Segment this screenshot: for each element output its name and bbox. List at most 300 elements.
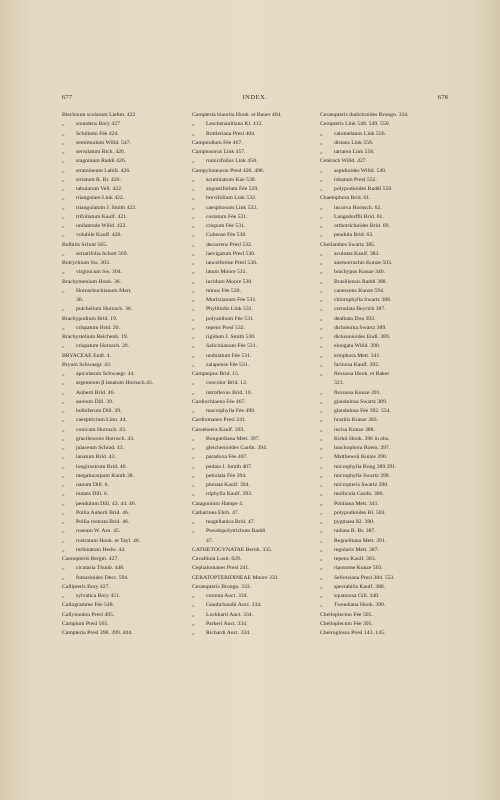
ditto-mark: „: [62, 445, 65, 451]
ditto-mark: „: [192, 232, 195, 239]
index-entry: [192, 342, 312, 351]
index-entry-text: nutans Dill. 6.: [76, 491, 109, 498]
index-entry-text: farinosa Kaulf. 392.: [334, 361, 380, 368]
index-entry: [192, 592, 312, 601]
index-entry: [320, 167, 450, 176]
index-entry: [320, 574, 450, 583]
ditto-mark: „: [62, 528, 65, 535]
index-entry-text: conicum Hornsch. 43.: [76, 426, 127, 433]
index-entry-text: polyanthum Fée 531.: [206, 315, 255, 322]
ditto-mark: „: [320, 389, 323, 396]
index-entry-text: Campyloneuron Presl 426. 498.: [192, 167, 265, 174]
index-entry-text: Callogramme Fée 548.: [62, 602, 114, 609]
index-entry: [320, 379, 450, 388]
index-entry-text: Phyllitidis Link 531.: [206, 306, 253, 313]
index-entry: [62, 157, 182, 166]
ditto-mark: „: [62, 176, 65, 183]
index-entry-text: triangulare Link 422.: [76, 195, 125, 202]
index-entry-text: crenulata Beyrich 387.: [334, 306, 386, 313]
index-entry: [320, 278, 450, 287]
index-entry: [62, 352, 182, 361]
index-entry-text: gleichenioides Gardn. 394.: [206, 445, 268, 451]
index-entry: [62, 601, 182, 610]
index-entry: [320, 527, 450, 536]
index-entry-text: lonchophora Roem. 397.: [334, 445, 391, 451]
index-column-3: [320, 111, 450, 638]
index-entry-text: incisa Kunze 388.: [334, 426, 375, 433]
index-entry-text: Cassebeera Kaulf. 393.: [192, 426, 245, 433]
ditto-mark: „: [62, 389, 65, 396]
index-entry-text: cicutaria Thunb. 448.: [76, 565, 125, 572]
ditto-mark: „: [320, 537, 323, 544]
index-entry-text: Brachymenium Hook. 36.: [62, 278, 122, 285]
index-entry-text: Cardiomanes Presl 241.: [192, 417, 247, 424]
index-entry: [62, 583, 182, 592]
ditto-mark: „: [320, 463, 323, 470]
index-entry-text: volubile Kaulf. 426.: [76, 232, 122, 239]
ditto-mark: „: [62, 213, 65, 220]
ditto-mark: „: [320, 343, 323, 350]
index-entry-text: Cheiloplecton Fée 505.: [320, 611, 373, 618]
ditto-mark: „: [320, 278, 323, 285]
ditto-mark: „: [320, 139, 323, 146]
index-entry: [192, 241, 312, 250]
ditto-mark: „: [320, 408, 323, 414]
index-entry-text: Rottleriana Presl 404.: [206, 130, 256, 137]
index-entry: [192, 315, 312, 324]
index-entry: [62, 342, 182, 351]
index-entry-text: crispatum Hornsch. 20.: [76, 343, 130, 350]
index-entry: [192, 139, 312, 148]
index-entry: [62, 305, 182, 314]
ditto-mark: „: [320, 398, 323, 405]
ditto-mark: „: [320, 176, 323, 183]
index-entry-text: turbinatum Hedw. 44.: [76, 546, 126, 553]
index-entry: [320, 601, 450, 610]
index-entry: [62, 592, 182, 601]
index-entry: [192, 176, 312, 185]
index-entry: [320, 194, 450, 203]
index-entry-text: acuminatum Kze 530.: [206, 176, 257, 183]
index-entry-text: anemorrachis Kunze 503.: [334, 260, 393, 266]
index-entry: [62, 361, 182, 370]
ditto-mark: „: [320, 546, 323, 553]
ditto-mark: „: [192, 297, 195, 303]
index-entry: [62, 416, 182, 425]
index-entry: [320, 629, 450, 638]
index-entry-text: glandulosa Swartz 389.: [334, 398, 388, 405]
ditto-mark: „: [62, 435, 65, 442]
index-entry-text: squamosa Gill. 340.: [334, 593, 380, 599]
ditto-mark: „: [320, 186, 323, 192]
ditto-mark: „: [62, 306, 65, 313]
index-entry: [320, 148, 450, 157]
index-entry-text: Auberti Brid. 46.: [76, 389, 115, 396]
ditto-mark: „: [320, 565, 323, 572]
index-entry-text: flexuosa Kunze 391.: [334, 389, 381, 396]
index-entry-text: glandulosa Fée 392. 554.: [334, 408, 392, 414]
ditto-mark: „: [320, 472, 323, 479]
index-entry-text: Ceropteris Link 548. 549. 550.: [320, 121, 390, 128]
index-entry-text: costatum Fée 531.: [206, 213, 248, 220]
ditto-mark: „: [320, 491, 323, 498]
index-entry: [320, 324, 450, 333]
index-entry-text: BRYACEAE Endl. 4.: [62, 352, 111, 359]
index-entry-text: striatum R. Br. 426.: [76, 176, 121, 183]
index-entry: [62, 167, 182, 176]
index-entry: [192, 398, 312, 407]
ditto-mark: „: [192, 306, 195, 313]
index-entry-text: Ceratopteris thalictroides Brongn. 334.: [320, 112, 409, 118]
ditto-mark: „: [192, 593, 195, 599]
index-entry: [320, 296, 450, 305]
ditto-mark: „: [320, 556, 323, 562]
ditto-mark: „: [320, 371, 323, 377]
ditto-mark: „: [320, 334, 323, 340]
ditto-mark: „: [62, 546, 65, 553]
index-entry-text: triangulatum J. Smith 422.: [76, 204, 137, 211]
index-entry: [192, 296, 312, 305]
ditto-mark: „: [192, 620, 195, 627]
index-entry-text: Lockharti Auct. 334.: [206, 611, 254, 618]
index-entry-text: sylvatica Bory 451.: [76, 593, 121, 599]
index-entry-text: Kirkii Hook. 396 in obs.: [334, 435, 390, 442]
index-entry: [62, 509, 182, 518]
page-title: INDEX.: [242, 94, 268, 101]
index-entry: [192, 305, 312, 314]
index-entry: [192, 527, 312, 536]
index-entry: [62, 379, 182, 388]
index-entry-text: paradoxa Fée 407.: [206, 454, 248, 461]
index-entry-text: elongata Willd. 390.: [334, 343, 381, 350]
index-entry: [192, 278, 312, 287]
index-entry: [192, 185, 312, 194]
ditto-mark: „: [62, 343, 65, 350]
ditto-mark: „: [62, 593, 65, 599]
index-entry: [192, 546, 312, 555]
index-entry-text: Catharinea Ehrh. 47.: [192, 509, 240, 516]
index-entry-text: Pseudopolytrichum Raddi: [206, 528, 266, 535]
ditto-mark: „: [320, 482, 323, 488]
index-entry: [192, 472, 312, 481]
index-entry: [62, 176, 182, 185]
index-entry-text: Pohliana Mett. 341.: [334, 500, 379, 507]
ditto-mark: „: [320, 435, 323, 442]
index-entry-text: dealbata Don 392.: [334, 315, 376, 322]
index-entry: [192, 148, 312, 157]
ditto-mark: „: [62, 130, 65, 137]
index-entry-text: Botrychium Sw. 303.: [62, 260, 111, 266]
index-entry-text: Campteria biaurita Hook. et Bauer 404.: [192, 112, 282, 118]
index-entry-text: lucidum Moore 530.: [206, 278, 253, 285]
ditto-mark: „: [192, 158, 195, 165]
index-entry: [192, 611, 312, 620]
index-entry-text: pulchellum Hornsch. 36.: [76, 306, 133, 313]
index-entry: [320, 333, 450, 342]
index-entry-text: Chaetophora Brid. 61.: [320, 195, 371, 202]
index-entry-text: Cheiroglossa Presl 143. 145.: [320, 630, 386, 636]
index-entry-text: serratifolia Schott 569.: [76, 250, 128, 257]
index-entry: [62, 185, 182, 194]
ditto-mark: „: [320, 167, 323, 174]
index-entry: [192, 120, 312, 129]
index-entry: [320, 389, 450, 398]
index-entry-text: pendula Brid. 63.: [334, 232, 374, 239]
index-entry-text: distans Link 556.: [334, 139, 374, 146]
ditto-mark: „: [62, 167, 65, 174]
ditto-mark: „: [62, 519, 65, 525]
index-entry: [320, 139, 450, 148]
index-entry-text: incurva Hornsch. 62.: [334, 204, 382, 211]
ditto-mark: „: [320, 426, 323, 433]
index-entry: [62, 537, 182, 546]
index-entry-text: Campteria Presl 398. 399. 404.: [62, 630, 133, 636]
index-entry-text: 47.: [206, 537, 214, 544]
index-entry: [192, 268, 312, 277]
index-entry: [62, 490, 182, 499]
index-entry: [320, 157, 450, 166]
ditto-mark: „: [192, 176, 195, 183]
ditto-mark: „: [192, 389, 195, 396]
index-entry: [320, 259, 450, 268]
ditto-mark: „: [192, 241, 195, 248]
index-entry: [320, 407, 450, 416]
index-entry-text: Regnelliana Mett. 391.: [334, 537, 387, 544]
ditto-mark: „: [62, 500, 65, 507]
ditto-mark: „: [192, 130, 195, 137]
index-entry-text: soundens Bory 427: [76, 121, 120, 128]
index-entry: [62, 574, 182, 583]
index-entry: [192, 167, 312, 176]
index-entry: [192, 287, 312, 296]
index-entry-text: pendulum Dill. 43. 44. 46.: [76, 500, 137, 507]
ditto-mark: „: [192, 630, 195, 636]
index-entry-text: gracilescens Hornsch. 43.: [76, 435, 135, 442]
index-entry: [320, 287, 450, 296]
ditto-mark: „: [192, 213, 195, 220]
index-entry-text: triphylla Kaulf. 393.: [206, 491, 253, 498]
index-entry-text: tabularum Vell. 422.: [76, 186, 123, 192]
index-entry: [320, 444, 450, 453]
index-entry-text: Bryum Schwaegr. 43.: [62, 361, 112, 368]
index-entry: [62, 333, 182, 342]
index-entry-text: decurrens Presl 532.: [206, 241, 253, 248]
index-entry: [320, 500, 450, 509]
index-entry-text: Campium Presl 565.: [62, 620, 109, 627]
index-entry: [62, 463, 182, 472]
index-entry: [320, 435, 450, 444]
index-entry-text: unilaterale Willd. 422.: [76, 223, 127, 229]
ditto-mark: „: [320, 602, 323, 609]
index-entry: [192, 509, 312, 518]
index-entry-text: Camptopus Brid. 15.: [192, 371, 240, 377]
index-entry-text: introflexus Brid. 16.: [206, 389, 253, 396]
index-entry-text: Caenopteris Bergm. 427.: [62, 556, 119, 562]
index-entry: [320, 120, 450, 129]
index-entry: [62, 472, 182, 481]
index-entry: [320, 490, 450, 499]
index-entry: [192, 157, 312, 166]
index-entry: [192, 389, 312, 398]
ditto-mark: „: [192, 445, 195, 451]
index-column-1: [62, 111, 182, 638]
index-entry: [62, 481, 182, 490]
index-entry: [192, 500, 312, 509]
index-entry: [320, 481, 450, 490]
ditto-mark: „: [192, 278, 195, 285]
right-page-number: 678: [437, 94, 448, 101]
ditto-mark: „: [62, 149, 65, 155]
index-entry-text: polypodioides Bl. 503.: [334, 509, 386, 516]
ditto-mark: „: [62, 371, 65, 377]
index-entry-text: polypodioides Raddi 550.: [334, 186, 393, 192]
ditto-mark: „: [320, 361, 323, 368]
ditto-mark: „: [192, 491, 195, 498]
index-entry: [62, 194, 182, 203]
index-entry: [192, 426, 312, 435]
index-entry: [62, 213, 182, 222]
index-entry: [192, 259, 312, 268]
index-entry-text: chlorophylla Swartz 388.: [334, 297, 392, 303]
index-entry: [192, 564, 312, 573]
index-entry-text: regularis Mett. 387.: [334, 546, 379, 553]
ditto-mark: „: [192, 250, 195, 257]
index-entry: [62, 120, 182, 129]
ditto-mark: „: [192, 463, 195, 470]
index-entry: [62, 324, 182, 333]
index-entry: [62, 555, 182, 564]
index-entry-text: crispum Fée 531.: [206, 223, 246, 229]
index-entry: [320, 231, 450, 240]
index-entry-text: trifoliatum Kaulf. 421.: [76, 213, 128, 220]
index-entry-text: bulbiferum Dill. 39.: [76, 408, 122, 414]
index-entry-text: lanceiforme Presl 530.: [206, 260, 258, 266]
index-entry: [192, 370, 312, 379]
ditto-mark: „: [62, 482, 65, 488]
index-entry: [320, 204, 450, 213]
ditto-mark: „: [320, 149, 323, 155]
index-entry-text: rigidum J. Smith 530.: [206, 334, 256, 340]
index-entry-text: caespitosum Link 532.: [206, 204, 258, 211]
index-entry: [62, 629, 182, 638]
index-entry-text: Cardiochlaena Fée 467.: [192, 398, 246, 405]
ditto-mark: „: [62, 287, 65, 294]
index-entry: [62, 564, 182, 573]
ditto-mark: „: [320, 232, 323, 239]
index-entry-text: radiata R. Br. 387.: [334, 528, 376, 535]
index-entry-text: micropteris Swartz 390.: [334, 482, 389, 488]
index-entry-text: Brachypodium Brid. 19.: [62, 315, 118, 322]
index-entry: [320, 370, 450, 379]
index-entry-text: Cheiloplecton Fée 395.: [320, 620, 373, 627]
index-entry: [192, 361, 312, 370]
index-entry: [62, 259, 182, 268]
index-entry-text: caespiticium Linn. 44.: [76, 417, 127, 424]
index-entry-text: Parkeri Auct. 334.: [206, 620, 248, 627]
index-entry: [320, 472, 450, 481]
index-entry-text: virginicum Sw. 304.: [76, 269, 122, 276]
index-entry-text: Brachystelium Reichenb. 19.: [62, 334, 129, 340]
index-entry-text: microphylla Bong 389.391.: [334, 463, 397, 470]
index-entry-text: julaceum Schrad. 43.: [76, 445, 125, 451]
ditto-mark: „: [62, 324, 65, 331]
ditto-mark: „: [192, 611, 195, 618]
index-entry-text: Camptosorus Link 457.: [192, 149, 246, 155]
index-entry-text: repens Kaulf. 383.: [334, 556, 377, 562]
ditto-mark: „: [62, 158, 65, 165]
index-entry-text: argenteum β lanatum Hornsch.43.: [76, 380, 154, 387]
index-entry: [62, 370, 182, 379]
index-entry-text: fumarioides Desv. 594.: [76, 574, 129, 581]
ditto-mark: „: [62, 398, 65, 405]
index-entry: [192, 490, 312, 499]
index-entry-text: Callymodon Presl 495.: [62, 611, 115, 618]
index-entry-text: hostilis Kunze 383.: [334, 417, 379, 424]
ditto-mark: „: [192, 352, 195, 359]
ditto-mark: „: [320, 500, 323, 507]
index-entry: [192, 213, 312, 222]
index-entry: [62, 287, 182, 296]
index-entry-text: aculeata Kaulf. 383.: [334, 250, 380, 257]
index-entry-text: Callipteris Bory 427.: [62, 583, 110, 590]
index-entry-text: riposome Kunze 503.: [334, 565, 383, 572]
page-header: [62, 94, 448, 106]
index-entry: [320, 176, 450, 185]
index-entry: [62, 231, 182, 240]
index-entry: [62, 222, 182, 231]
ditto-mark: „: [320, 324, 323, 331]
index-entry-text: angustifolium Fée 529.: [206, 186, 259, 192]
index-entry-text: Blechnum scolarum Liebm. 422: [62, 112, 136, 118]
index-entry: [62, 315, 182, 324]
index-entry: [320, 222, 450, 231]
ditto-mark: „: [192, 315, 195, 322]
index-entry: [320, 305, 450, 314]
index-entry: [320, 111, 450, 120]
index-entry: [320, 185, 450, 194]
ditto-mark: „: [320, 417, 323, 424]
index-entry: [62, 518, 182, 527]
index-entry: [192, 407, 312, 416]
ditto-mark: „: [62, 269, 65, 276]
index-entry: [320, 130, 450, 139]
index-entry-text: brevifolium Link 532.: [206, 195, 257, 202]
index-entry-text: stagninum Raddi 426.: [76, 158, 127, 165]
index-entry: [320, 453, 450, 462]
index-entry-text: Cavallinia Lusit. 629.: [192, 556, 242, 562]
index-entry-text: rumicifolius Link 458.: [206, 158, 258, 165]
index-entry-text: dichotoma Swartz 389.: [334, 324, 387, 331]
index-entry-text: semimudum Willd. 547.: [76, 139, 131, 146]
index-entry-text: Gaudichaudii Auct. 334.: [206, 602, 262, 609]
ditto-mark: „: [320, 445, 323, 451]
ditto-mark: „: [192, 287, 195, 294]
index-entry: [320, 352, 450, 361]
index-entry-text: lobatum Presl 552.: [334, 176, 377, 183]
index-entry: [62, 527, 182, 536]
left-page-number: 677: [62, 94, 73, 101]
index-entry: [62, 130, 182, 139]
index-entry: [320, 398, 450, 407]
index-entry-text: pedata J. Smith 407.: [206, 463, 253, 470]
index-entry-text: flexuosa Hook. et Baker: [334, 371, 390, 377]
index-entry: [192, 333, 312, 342]
ditto-mark: „: [62, 380, 65, 387]
index-entry-text: Cheilanthes Swartz 385.: [320, 241, 376, 248]
index-entry: [192, 352, 312, 361]
index-entry: [192, 222, 312, 231]
index-entry-text: stramineum Labill. 426.: [76, 167, 131, 174]
